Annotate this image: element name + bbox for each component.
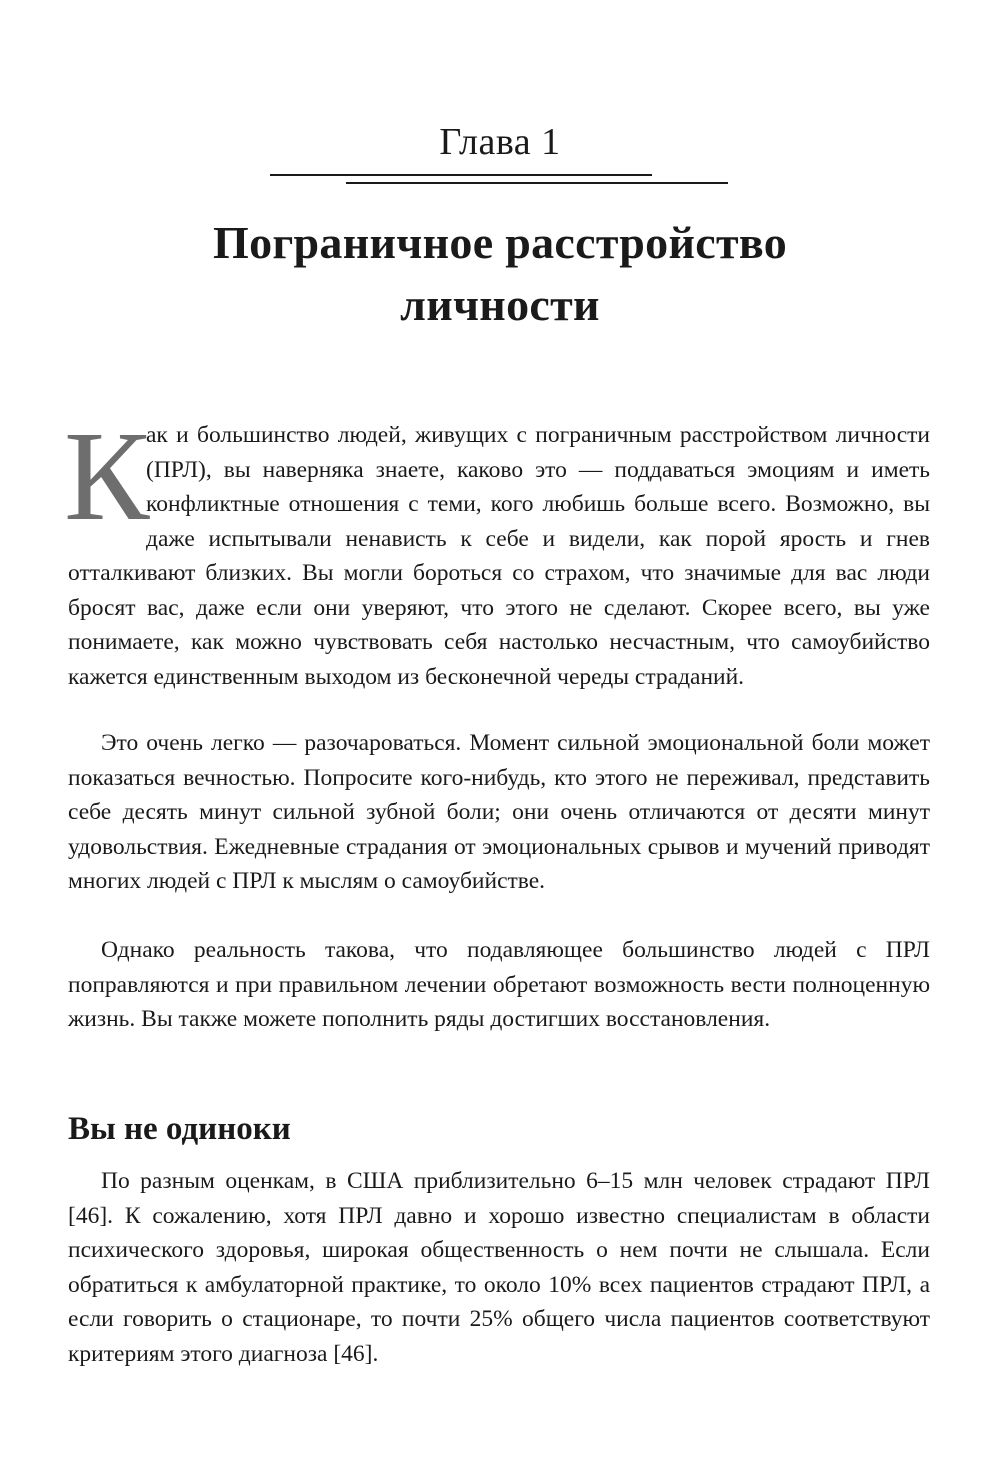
section-paragraph-1-text: По разным оценкам, в США приблизительно 6–15 млн человек страдают ПРЛ [46]. К сожалению, хотя ПРЛ давно и хорошо известно специалистам в области психического здоровья, широкая общественность о нем почти не слышала. Если обратиться к амбулаторной практике, то около 10% всех пациентов страдают ПРЛ, а если говорить о стационаре, то почти 25% общего числа пациентов соответствуют критериям этого диагноза [46]. [68,1168,930,1367]
drop-cap-letter: К [64,405,150,547]
intro-paragraph-1-text: ак и большинство людей, живущих с пограничным расстройством личности (ПРЛ), вы наверняка знаете, каково это — поддаваться эмоциям и иметь конфликтные отношения с теми, кого любишь больше всего. Возможно, вы даже испытывали ненависть к себе и видели, как порой ярость и гнев отталкивают близких. Вы могли бороться со страхом, что значимые для вас люди бросят вас, даже если они уверяют, что этого не сделают. Скорее всего, вы уже понимаете, как можно чувствовать себя настолько несчастным, что самоубийство кажется единственным выходом из бесконечной череды страданий. [68,422,930,690]
intro-paragraph-3 [68,933,930,1037]
chapter-divider-top [270,174,652,176]
chapter-divider-bottom [346,182,728,184]
intro-paragraph-1 [64,405,930,694]
chapter-title-line-1: Пограничное расстройство [212,217,788,268]
intro-paragraph-3-text: Однако реальность такова, что подавляющее большинство людей с ПРЛ поправляются и при правильном лечении обретают возможность вести полноценную жизнь. Вы также можете пополнить ряды достигших восстановления. [68,937,930,1032]
intro-paragraph-2-text: Это очень легко — разочароваться. Момент сильной эмоциональной боли может показаться вечностью. Попросите кого-нибудь, кто этого не переживал, представить себе десять минут сильной зубной боли; они очень отличаются от десяти минут удовольствия. Ежедневные страдания от эмоциональных срывов и мучений приводят многих людей с ПРЛ к мыслям о самоубийстве. [68,730,930,894]
intro-paragraph-2 [68,726,930,899]
drop-cap-container [64,405,150,547]
chapter-title [0,212,1000,336]
section-paragraph-1 [68,1164,930,1371]
chapter-label: Глава 1 [439,121,561,163]
chapter-title-line-2: личности [400,279,600,330]
section-heading: Вы не одиноки [68,1111,291,1147]
